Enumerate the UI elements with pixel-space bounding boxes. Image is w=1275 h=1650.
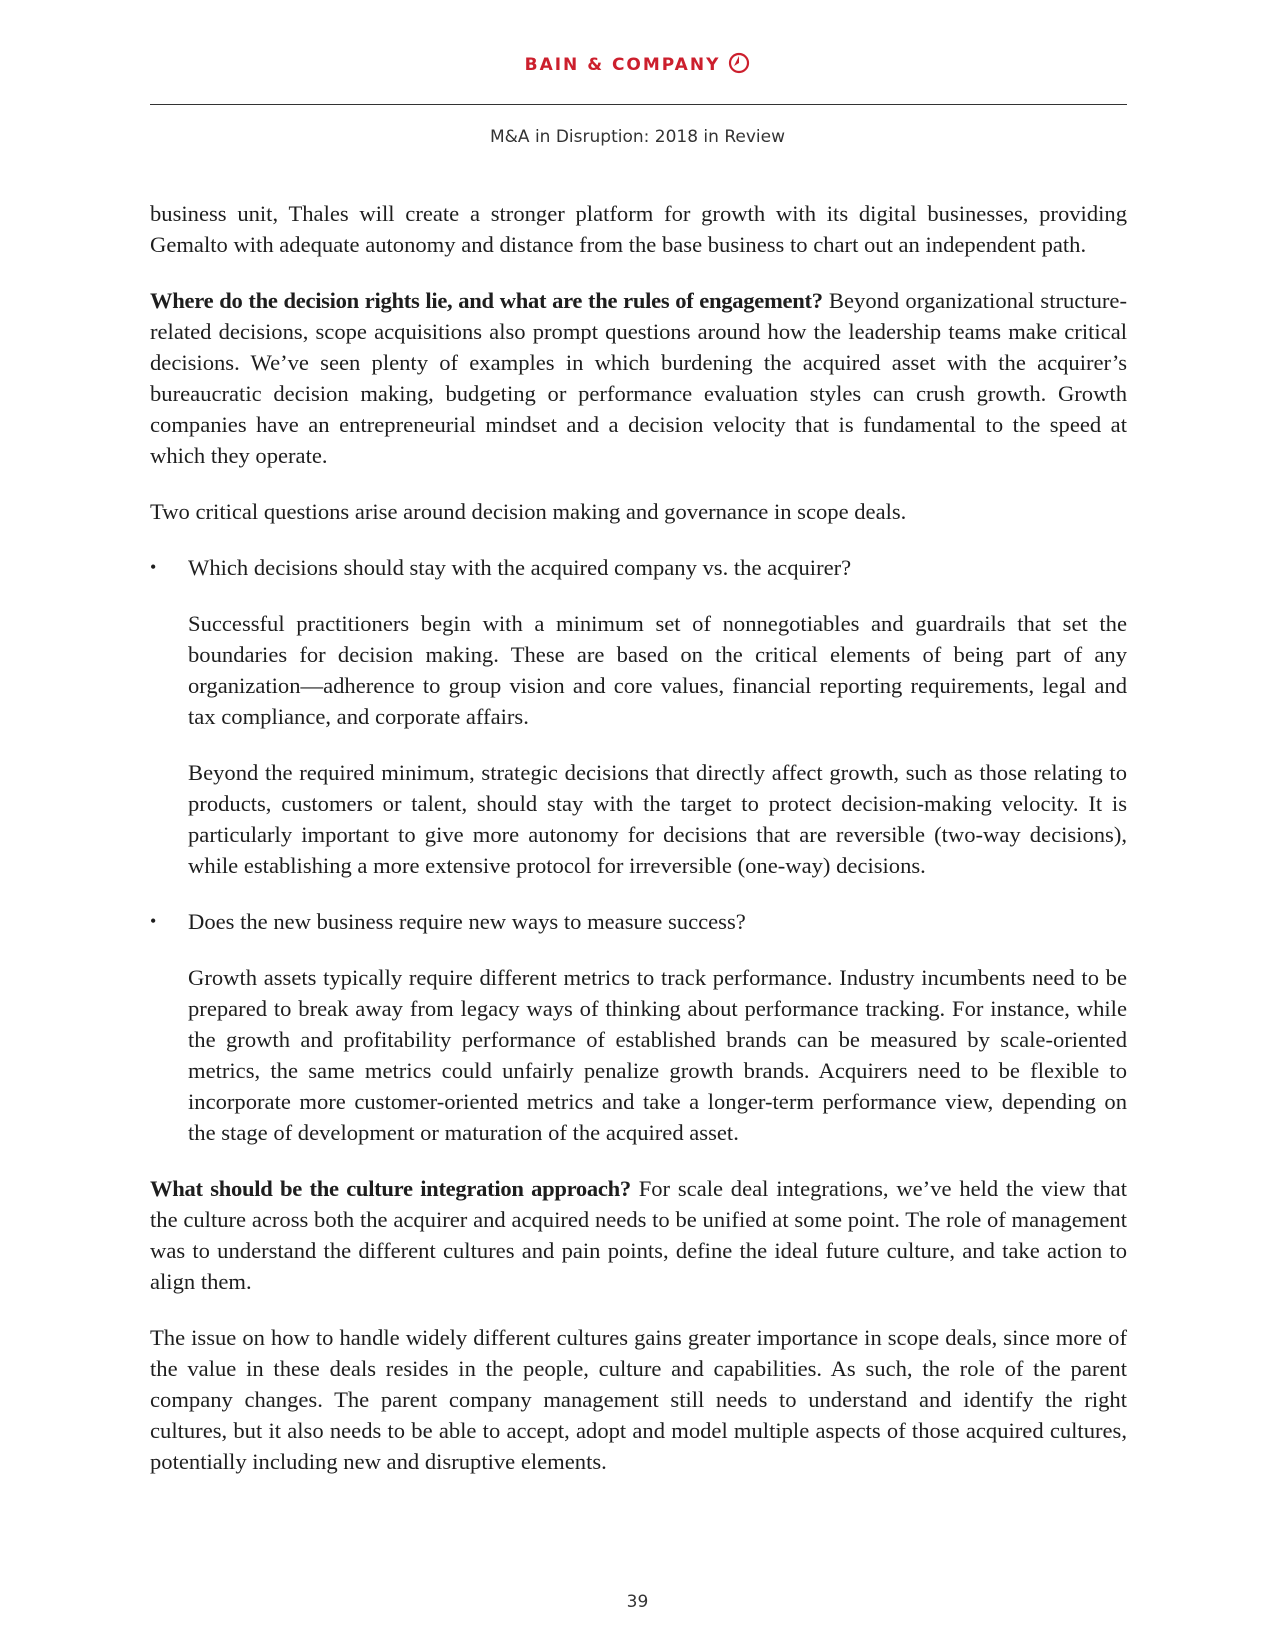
paragraph-growth-metrics: Growth assets typically require different metrics to track performance. Industry incumbents need to be prepared to break away from legacy ways of thinking about performance tracking. For instance, while the growth and profitability performance of established brands can be measured by scale-oriented metrics, the same metrics could unfairly penalize growth brands. Acquirers need to be flexible to incorporate more customer-oriented metrics and take a longer-term performance view, depending on the stage of development or maturation of the acquired asset. — [188, 965, 1127, 1145]
article-body — [150, 198, 1127, 1502]
decision-rights-text: Beyond organizational structure-related decisions, scope acquisitions also prompt questions around how the leadership teams make critical decisions. We’ve seen plenty of examples in which burdening the acquired asset with the acquirer’s bureaucratic decision making, budgeting or performance evaluation styles can crush growth. Growth companies have an entrepreneurial mindset and a decision velocity that is fundamental to the speed at which they operate. — [150, 288, 1127, 468]
paragraph-two-questions: Two critical questions arise around decision making and governance in scope deals. — [150, 499, 907, 524]
paragraph-strategic-decisions: Beyond the required minimum, strategic decisions that directly affect growth, such as those relating to products, customers or talent, should stay with the target to protect decision-making velocity. It is particularly important to give more autonomy for decisions that are reversible (two-way decisions), while establishing a more extensive protocol for irreversible (one-way) decisions. — [188, 760, 1127, 878]
bullet-question-metrics: Does the new business require new ways to measure success? — [188, 909, 746, 934]
header-divider — [150, 104, 1127, 105]
brand-header — [0, 52, 1275, 81]
bullet-icon: • — [150, 911, 157, 931]
bullet-item — [150, 552, 1127, 583]
bullet-question-decisions: Which decisions should stay with the acquired company vs. the acquirer? — [188, 555, 852, 580]
bullet-icon: • — [150, 557, 157, 577]
paragraph-continuation: business unit, Thales will create a stronger platform for growth with its digital businesses, providing Gemalto with adequate autonomy and distance from the base business to chart out an independent path. — [150, 201, 1127, 257]
culture-integration-heading: What should be the culture integration approach? — [150, 1176, 631, 1201]
bain-circle-logo-icon — [728, 52, 750, 81]
paragraph-culture-integration — [150, 1173, 1127, 1297]
page-number: 39 — [626, 1592, 649, 1612]
document-title: M&A in Disruption: 2018 in Review — [489, 127, 785, 147]
culture-integration-text: For scale deal integrations, we’ve held the view that the culture across both the acquirer and acquired needs to be unified at some point. The role of management was to understand the different cultures and pain points, define the ideal future culture, and take action to align them. — [150, 1176, 1127, 1294]
decision-rights-heading: Where do the decision rights lie, and what are the rules of engagement? — [150, 288, 823, 313]
paragraph-decision-rights — [150, 285, 1127, 471]
brand-name: BAIN & COMPANY — [524, 55, 721, 75]
bullet-item — [150, 906, 1127, 937]
paragraph-nonnegotiables: Successful practitioners begin with a minimum set of nonnegotiables and guardrails that set the boundaries for decision making. These are based on the critical elements of being part of any organization—adherence to group vision and core values, financial reporting requirements, legal and tax compliance, and corporate affairs. — [188, 611, 1127, 729]
paragraph-different-cultures: The issue on how to handle widely different cultures gains greater importance in scope deals, since more of the value in these deals resides in the people, culture and capabilities. As such, the role of the parent company changes. The parent company management still needs to understand and identify the right cultures, but it also needs to be able to accept, adopt and model multiple aspects of those acquired cultures, potentially including new and disruptive elements. — [150, 1325, 1127, 1474]
